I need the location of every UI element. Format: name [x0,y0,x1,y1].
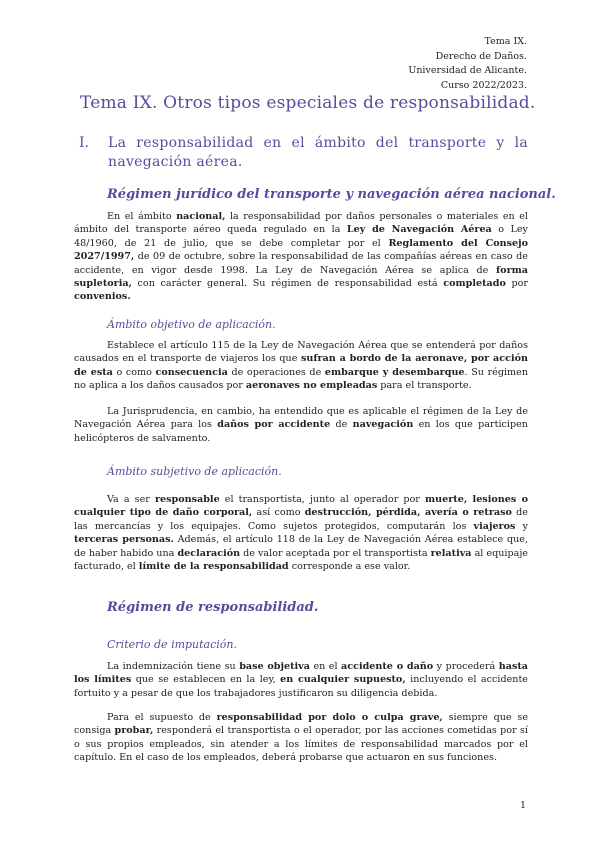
subheading-ambito-subjetivo: Ámbito subjetivo de aplicación. [107,465,282,478]
header-subject: Derecho de Daños. [435,50,527,62]
header-course: Curso 2022/2023. [440,79,527,91]
subheading-regimen-responsabilidad: Régimen de responsabilidad. [107,600,319,615]
paragraph-dolo-culpa: Para el supuesto de responsabilidad por dolo o culpa grave, siempre que se consiga probar, responderá el transportista o el operador, por las acciones cometidas por sí o sus propios empleados, sin atender a los límites de responsabilidad marcados por el capítulo. En el caso de los empleados, deberá probarse que actuaron en sus funciones. [74,712,529,764]
paragraph-criterio-imputacion: La indemnización tiene su base objetiva en el accidente o daño y procederá hasta los límites que se establecen en la ley, en cualquier supuesto, incluyendo el accidente fortuito y a pesar de que los trabajadores justificaron su diligencia debida. [74,661,528,699]
paragraph-regimen-juridico: En el ámbito nacional, la responsabilidad por daños personales o materiales en el ámbito del transporte aéreo queda regulado en la Ley de Navegación Aérea o Ley 48/1960, de 21 de julio, que se debe completar por el Reglamento del Consejo 2027/1997, de 09 de octubre, sobre la responsabilidad de las compañías aéreas en caso de accidente, en vigor desde 1998. La Ley de Navegación Aérea se aplica de forma supletoria, con carácter general. Su régimen de responsabilidad está completado por convenios. [74,211,528,303]
paragraph-ambito-objetivo: Establece el artículo 115 de la Ley de Navegación Aérea que se entenderá por daños causados en el transporte de viajeros los que sufran a bordo de la aeronave, por acción de esta o como consecuencia de operaciones de embarque y desembarque. Su régimen no aplica a los daños causados por aeronaves no empleadas para el transporte. [74,340,528,392]
header-topic: Tema IX. [484,36,527,47]
section-number: I. [79,135,89,151]
subheading-regimen-juridico: Régimen jurídico del transporte y navegación aérea nacional. [107,187,556,202]
page-number: 1 [519,800,526,811]
header-university: Universidad de Alicante. [408,65,527,76]
page-title: Tema IX. Otros tipos especiales de responsabilidad. [80,93,536,113]
subheading-criterio-imputacion: Criterio de imputación. [107,638,238,651]
paragraph-jurisprudencia: La Jurisprudencia, en cambio, ha entendido que es aplicable el régimen de la Ley de Navegación Aérea para los daños por accidente de navegación en los que participen helicópteros de salvamento. [74,406,528,444]
page-header [408,35,527,93]
paragraph-ambito-subjetivo: Va a ser responsable el transportista, junto al operador por muerte, lesiones o cualquier tipo de daño corporal, así como destrucción, pérdida, avería o retraso de las mercancías y los equipajes. Como sujetos protegidos, computarán los viajeros y terceras personas. Además, el artículo 118 de la Ley de Navegación Aérea establece que, de haber habido una declaración de valor aceptada por el transportista relativa al equipaje facturado, el límite de la responsabilidad corresponde a ese valor. [74,494,529,573]
subheading-ambito-objetivo: Ámbito objetivo de aplicación. [107,318,276,331]
section-title: La responsabilidad en el ámbito del transporte y la navegación aérea. [108,135,528,170]
